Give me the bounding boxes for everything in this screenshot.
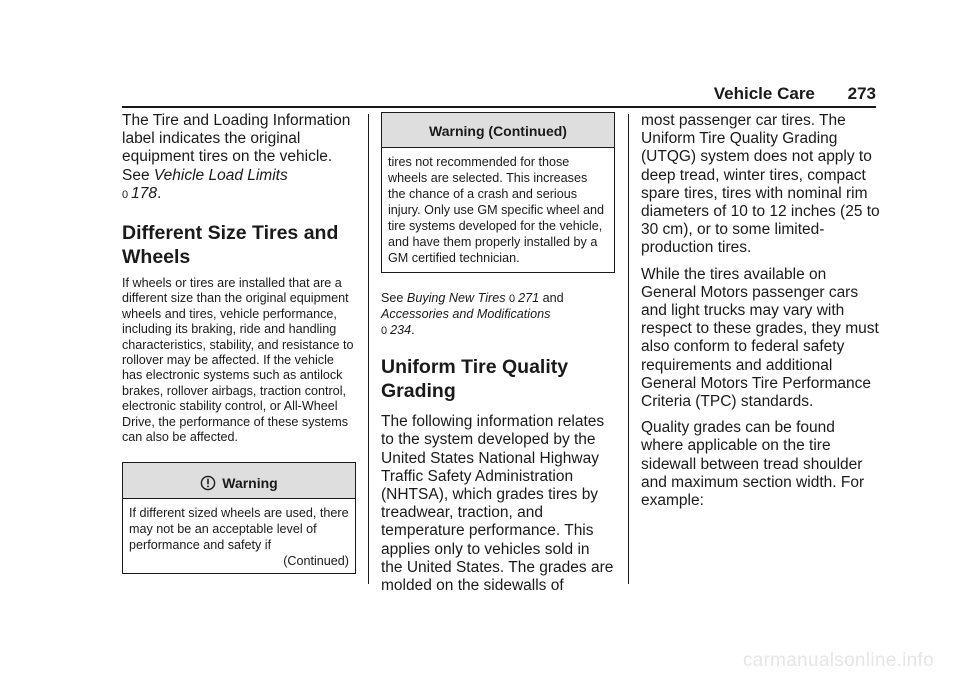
warning-continued-text: tires not recommended for those wheels are selected. This increases the chance of a crash and serious injury. Only use GM specific wheel and tire systems developed for the vehicle, and have them properly installed by a GM certified technician. [388,155,605,265]
utqg-paragraph: The following information relates to the system developed by the United States National Highway Traffic Safety Administration (NHTSA), which grades tires by treadwear, traction, and temperature performance. This applies only to vehicles sold in the United States. The grades are molded on the sidewalls of [381,413,614,595]
column-divider-2 [628,114,629,584]
column-1 [122,112,356,574]
warning-title: Warning [222,475,278,492]
paragraph-text: The Tire and Loading Information label indicates the original equipment tires on the vehicle. See [122,112,351,184]
page-ref-234[interactable]: 234 [390,322,412,337]
warning-text: If different sized wheels are used, there may not be an acceptable level of performance and safety if [129,506,349,553]
section-title: Vehicle Care [713,84,815,103]
different-size-paragraph: If wheels or tires are installed that are a different size than the original equipment wheels and tires, vehicle performance, including its braking, ride and handling characteristics, stability, and resistance to rollover may be affected. If the vehicle has electronic systems such as antilock brakes, rollover airbags, traction control, electronic stability control, or All-Wheel Drive, the performance of these systems can also be affected. [122,276,354,445]
heading-utqg: Uniform Tire Quality Grading [381,356,569,403]
page-ref-arrow: 0 [509,293,516,305]
page-number: 273 [847,84,876,103]
period: . [411,322,415,337]
tire-label-paragraph [122,112,356,204]
page-ref-178[interactable]: 178 [131,184,157,202]
header-rule [122,106,876,108]
and-label: and [542,291,564,305]
quality-grades-paragraph: Quality grades can be found where applicable on the tire sidewall between tread shoulder and maximum section width. For example: [641,419,865,510]
column-divider-1 [368,114,369,584]
see-references [381,291,615,339]
gm-tires-paragraph: While the tires available on General Motors passenger cars and light trucks may vary with respect to these grades, they must also conform to federal safety requirements and additional General Motors Tire Performance Criteria (TPC) standards. [641,265,879,411]
page-ref-arrow: 0 [122,188,129,201]
column-2 [381,112,615,595]
page-ref-arrow: 0 [381,324,388,337]
heading-different-size-tires: Different Size Tires and Wheels [122,222,339,269]
column-3 [641,112,881,510]
warning-header [123,463,355,499]
link-accessories-modifications[interactable]: Accessories and Modifications [381,307,551,322]
warning-body [123,499,355,573]
warning-continued-header: Warning (Continued) [382,113,614,148]
period: . [157,184,162,202]
warning-box [122,462,356,574]
page-ref-271[interactable]: 271 [518,291,540,305]
link-buying-new-tires[interactable]: Buying New Tires [406,291,506,305]
utqg-continued-paragraph: most passenger car tires. The Uniform Tire Quality Grading (UTQG) system does not apply to deep tread, winter tires, compact spare tires, tires with nominal rim diameters of 10 to 12 inches (25 to 30 cm), or to some limited-production tires. [641,112,880,257]
see-label: See [381,291,404,305]
warning-icon [200,475,216,494]
page-header [714,84,876,104]
continued-label: (Continued) [283,554,349,569]
warning-box-continued [381,112,615,273]
link-vehicle-load-limits[interactable]: Vehicle Load Limits [153,166,288,184]
watermark: carmanualsonline.info [742,650,934,671]
